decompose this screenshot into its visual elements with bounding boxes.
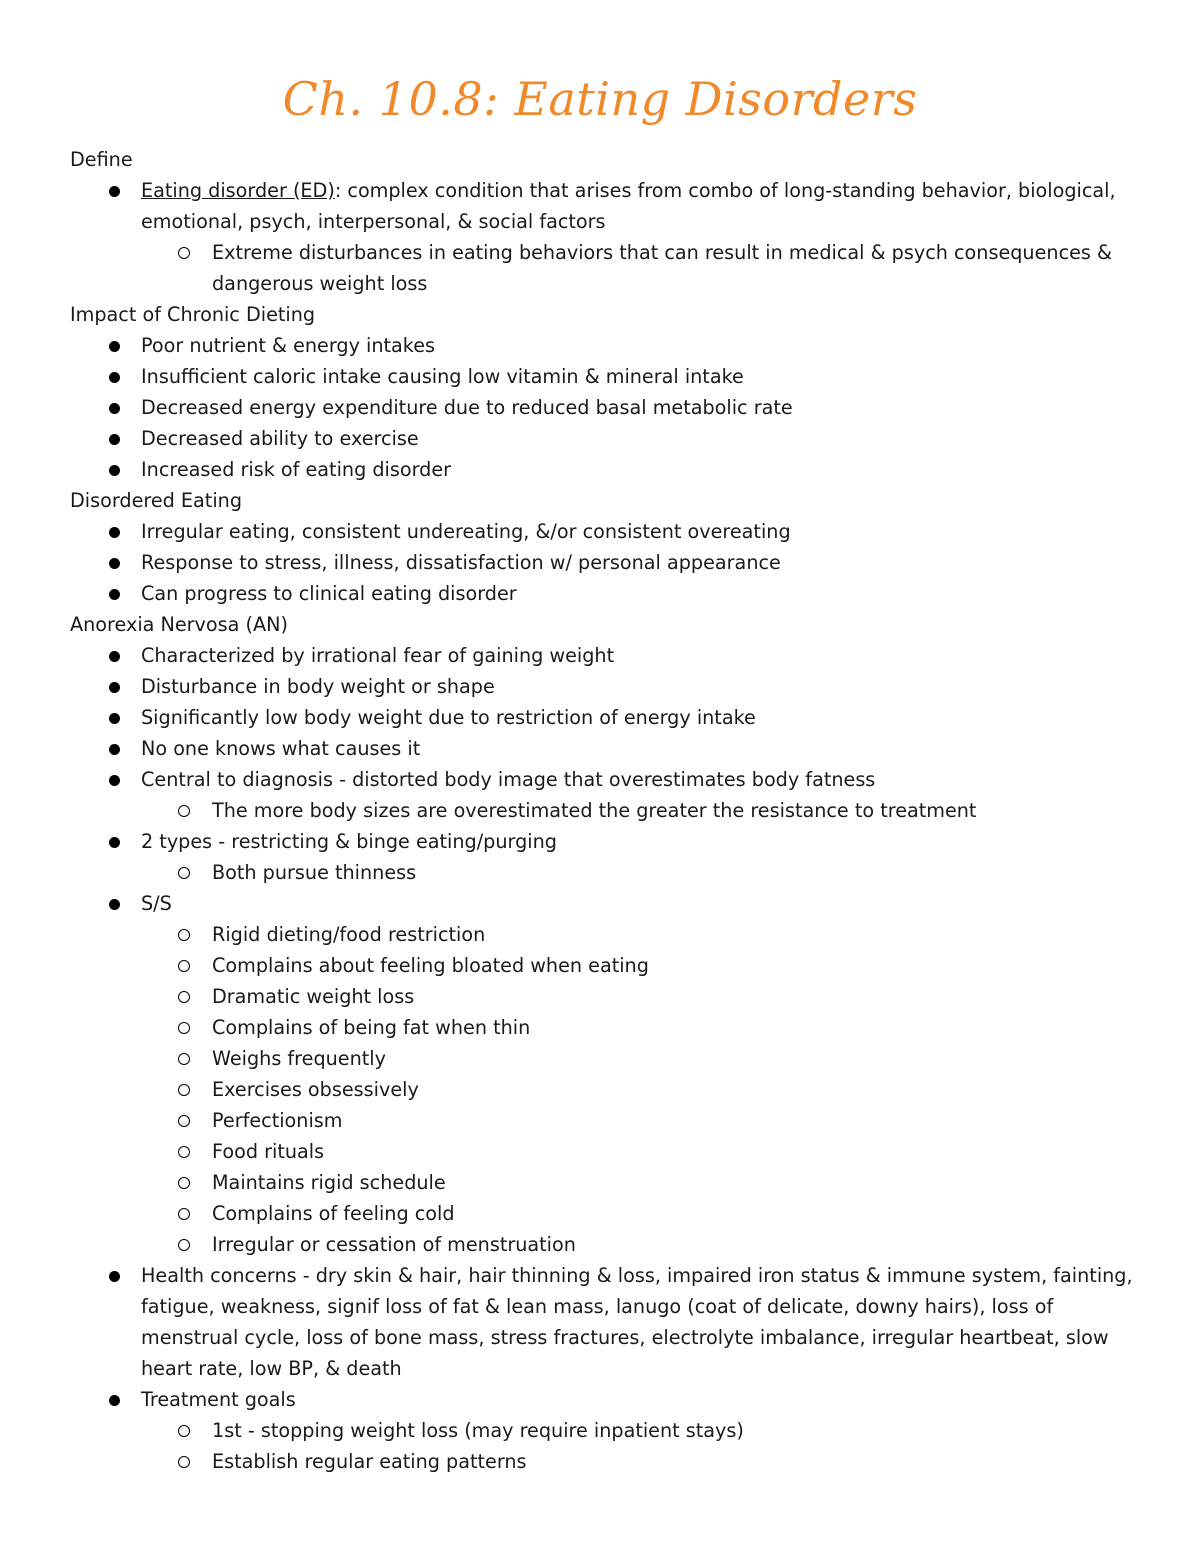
list-item: Poor nutrient & energy intakes [70, 330, 1140, 361]
sub-list-item: Exercises obsessively [70, 1074, 1140, 1105]
sub-list-item: Complains of feeling cold [70, 1198, 1140, 1229]
list-item [70, 826, 1140, 888]
signs-label: S/S [141, 892, 172, 915]
list-item: Can progress to clinical eating disorder [70, 578, 1140, 609]
list-item: Decreased ability to exercise [70, 423, 1140, 454]
sub-list-item: Food rituals [70, 1136, 1140, 1167]
sub-list-item: Complains of being fat when thin [70, 1012, 1140, 1043]
sub-list-item: The more body sizes are overestimated the greater the resistance to treatment [70, 795, 1140, 826]
sub-list-item: Weighs frequently [70, 1043, 1140, 1074]
sub-list-item: Maintains rigid schedule [70, 1167, 1140, 1198]
sub-list-item: Establish regular eating patterns [70, 1446, 1140, 1477]
sub-list-item: Extreme disturbances in eating behaviors that can result in medical & psych consequences & dangerous weight loss [70, 237, 1140, 299]
sub-list [70, 237, 1140, 299]
notes-body [70, 144, 1140, 1477]
list-item: Health concerns - dry skin & hair, hair thinning & loss, impaired iron status & immune system, fainting, fatigue, weakness, signif loss of fat & lean mass, lanugo (coat of delicate, downy hairs), loss of menstrual cycle, loss of bone mass, stress fractures, electrolyte imbalance, irregular heartbeat, slow heart rate, low BP, & death [70, 1260, 1140, 1384]
list-item: Irregular eating, consistent undereating, &/or consistent overeating [70, 516, 1140, 547]
sub-list-item: Both pursue thinness [70, 857, 1140, 888]
list-item [70, 175, 1140, 299]
list-item: Disturbance in body weight or shape [70, 671, 1140, 702]
sub-list [70, 857, 1140, 888]
term-definition: : complex condition that arises from combo of long-standing behavior, biological, emotional, psych, interpersonal, & social factors [141, 179, 1116, 233]
sub-list-item: Perfectionism [70, 1105, 1140, 1136]
sub-list-item: Irregular or cessation of menstruation [70, 1229, 1140, 1260]
list-item [70, 764, 1140, 826]
page-title: Ch. 10.8: Eating Disorders [282, 72, 918, 126]
term-eating-disorder: Eating disorder (ED) [141, 179, 335, 202]
sub-list-item: 1st - stopping weight loss (may require inpatient stays) [70, 1415, 1140, 1446]
anorexia-list [70, 640, 1140, 1477]
section-heading-define: Define [70, 148, 133, 171]
define-list [70, 175, 1140, 299]
list-item: No one knows what causes it [70, 733, 1140, 764]
sub-list-item: Dramatic weight loss [70, 981, 1140, 1012]
diagnosis-text: Central to diagnosis - distorted body image that overestimates body fatness [141, 768, 876, 791]
sub-list [70, 795, 1140, 826]
section-heading-disordered-eating: Disordered Eating [70, 489, 243, 512]
list-item: Insufficient caloric intake causing low vitamin & mineral intake [70, 361, 1140, 392]
list-item: Decreased energy expenditure due to reduced basal metabolic rate [70, 392, 1140, 423]
treatment-sub-list [70, 1415, 1140, 1477]
list-item: Increased risk of eating disorder [70, 454, 1140, 485]
list-item: Significantly low body weight due to restriction of energy intake [70, 702, 1140, 733]
section-heading-chronic-dieting: Impact of Chronic Dieting [70, 303, 316, 326]
treatment-label: Treatment goals [141, 1388, 296, 1411]
sub-list-item: Rigid dieting/food restriction [70, 919, 1140, 950]
section-heading-anorexia: Anorexia Nervosa (AN) [70, 613, 288, 636]
sub-list-item: Complains about feeling bloated when eating [70, 950, 1140, 981]
disordered-eating-list [70, 516, 1140, 609]
chronic-dieting-list [70, 330, 1140, 485]
list-item [70, 1384, 1140, 1477]
list-item: Response to stress, illness, dissatisfaction w/ personal appearance [70, 547, 1140, 578]
list-item: Characterized by irrational fear of gaining weight [70, 640, 1140, 671]
signs-sub-list [70, 919, 1140, 1260]
list-item [70, 888, 1140, 1260]
types-text: 2 types - restricting & binge eating/purging [141, 830, 557, 853]
